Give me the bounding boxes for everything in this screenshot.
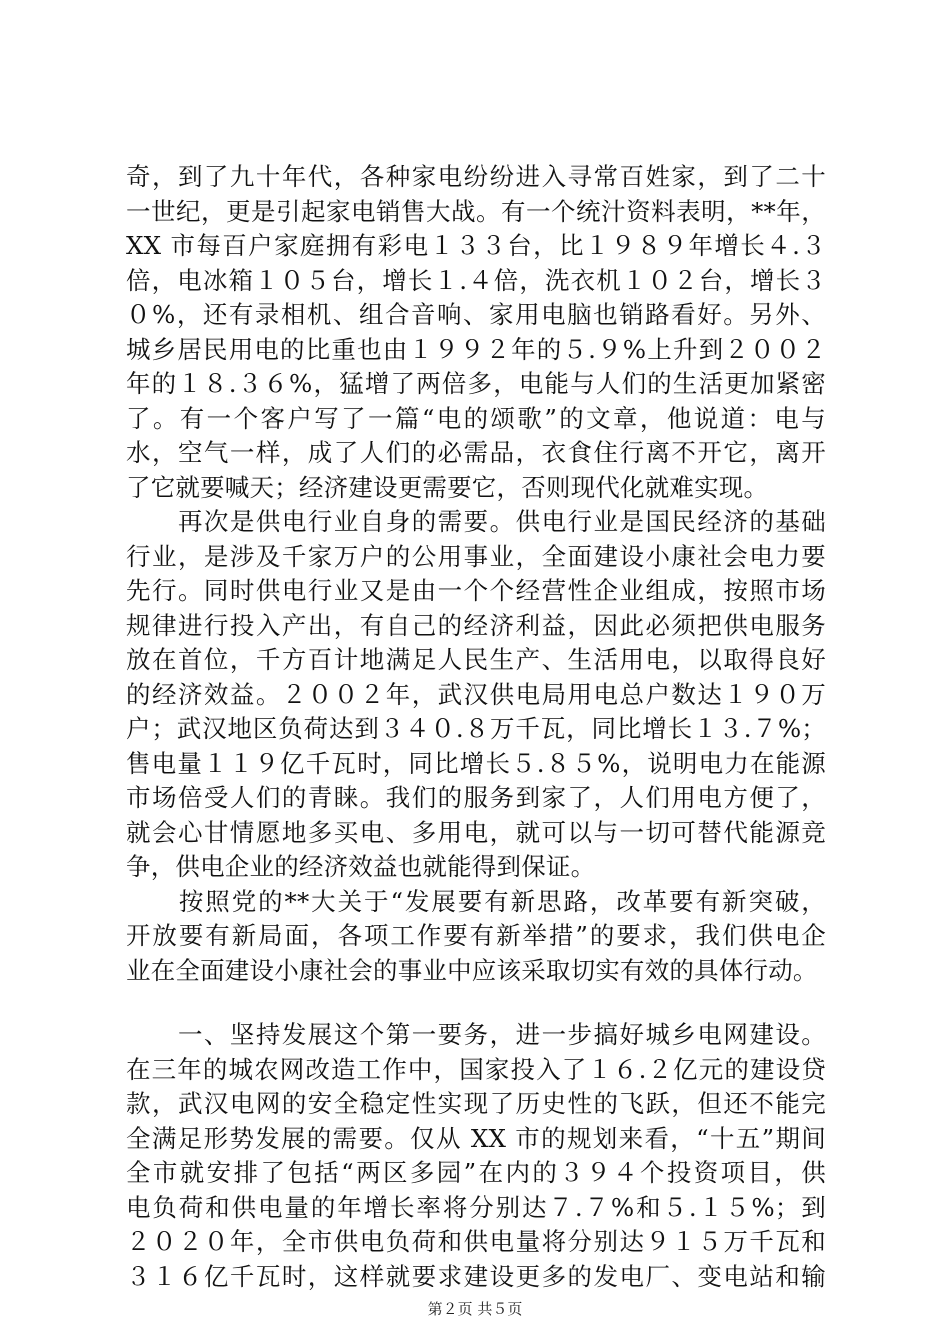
text-line: 水，空气一样，成了人们的必需品，衣食住行离不开它，离开 — [126, 438, 826, 467]
text-line: 年的１８.３６%，猛增了两倍多，电能与人们的生活更加紧密 — [126, 369, 826, 398]
text-line: XX 市每百户家庭拥有彩电１３３台，比１９８９年增长４.３ — [126, 231, 826, 260]
text-line: 行业，是涉及千家万户的公用事业，全面建设小康社会电力要 — [126, 541, 826, 571]
text-line: 了它就要喊天；经济建设更需要它，否则现代化就难实现。 — [126, 472, 769, 502]
text-line: 业在全面建设小康社会的事业中应该采取切实有效的具体行动。 — [126, 955, 818, 985]
text-line: 款，武汉电网的安全稳定性实现了历史性的飞跃，但还不能完 — [126, 1089, 826, 1118]
text-line: 全市就安排了包括“两区多园”在内的３９４个投资项目，供 — [126, 1158, 826, 1187]
text-line: 全满足形势发展的需要。仅从 XX 市的规划来看，“十五”期间 — [126, 1123, 826, 1153]
text-line: 先行。同时供电行业又是由一个个经营性企业组成，按照市场 — [126, 576, 826, 605]
text-line: 市场倍受人们的青睐。我们的服务到家了，人们用电方便了， — [126, 783, 826, 812]
text-line: 售电量１１９亿千瓦时，同比增长５.８５%，说明电力在能源 — [126, 748, 826, 778]
text-line: 一世纪，更是引起家电销售大战。有一个统汁资料表明，**年， — [126, 196, 826, 226]
text-line: 倍，电冰箱１０５台，增长１.４倍，洗衣机１０２台，增长３ — [126, 265, 826, 295]
paragraph — [126, 885, 826, 989]
text-line: 按照党的**大关于“发展要有新思路，改革要有新突破， — [126, 886, 826, 916]
paragraph — [126, 1018, 826, 1294]
paragraph-gap — [126, 988, 826, 1018]
text-line: 争，供电企业的经济效益也就能得到保证。 — [126, 852, 596, 881]
text-line: 规律进行投入产出，有自己的经济利益，因此必须把供电服务 — [126, 610, 826, 640]
text-line: 的经济效益。２００２年，武汉供电局用电总户数达１９０万 — [126, 679, 826, 709]
text-line: 了。有一个客户写了一篇“电的颂歌”的文章，他说道：电与 — [126, 403, 826, 433]
document-body — [126, 160, 826, 1294]
text-line: 就会心甘情愿地多买电、多用电，就可以与一切可替代能源竞 — [126, 817, 826, 847]
text-line: 开放要有新局面，各项工作要有新举措”的要求，我们供电企 — [126, 921, 826, 950]
text-line: 户；武汉地区负荷达到３４０.８万千瓦，同比增长１３.７%； — [126, 714, 826, 743]
text-line: ０%，还有录相机、组合音响、家用电脑也销路看好。另外、 — [126, 300, 826, 329]
text-line: 电负荷和供电量的年增长率将分别达７.７%和５.１５%；到 — [126, 1192, 826, 1222]
page-number-footer: 第２页 共５页 — [427, 1300, 523, 1318]
text-line: 城乡居民用电的比重也由１９９２年的５.９%上升到２００２ — [126, 334, 826, 364]
text-line: 放在首位，千方百计地满足人民生产、生活用电，以取得良好 — [126, 645, 826, 674]
text-line: 奇，到了九十年代，各种家电纷纷进入寻常百姓家，到了二十 — [126, 162, 826, 191]
text-line: ３１６亿千瓦时，这样就要求建设更多的发电厂、变电站和输 — [126, 1261, 826, 1291]
text-line: 在三年的城农网改造工作中，国家投入了１６.２亿元的建设贷 — [126, 1054, 826, 1084]
paragraph — [126, 160, 826, 505]
text-line: 一、坚持发展这个第一要务，进一步搞好城乡电网建设。 — [126, 1020, 826, 1049]
paragraph — [126, 505, 826, 885]
text-line: 再次是供电行业自身的需要。供电行业是国民经济的基础 — [126, 507, 826, 536]
text-line: ２０２０年，全市供电负荷和供电量将分别达９１５万千瓦和 — [126, 1227, 826, 1256]
